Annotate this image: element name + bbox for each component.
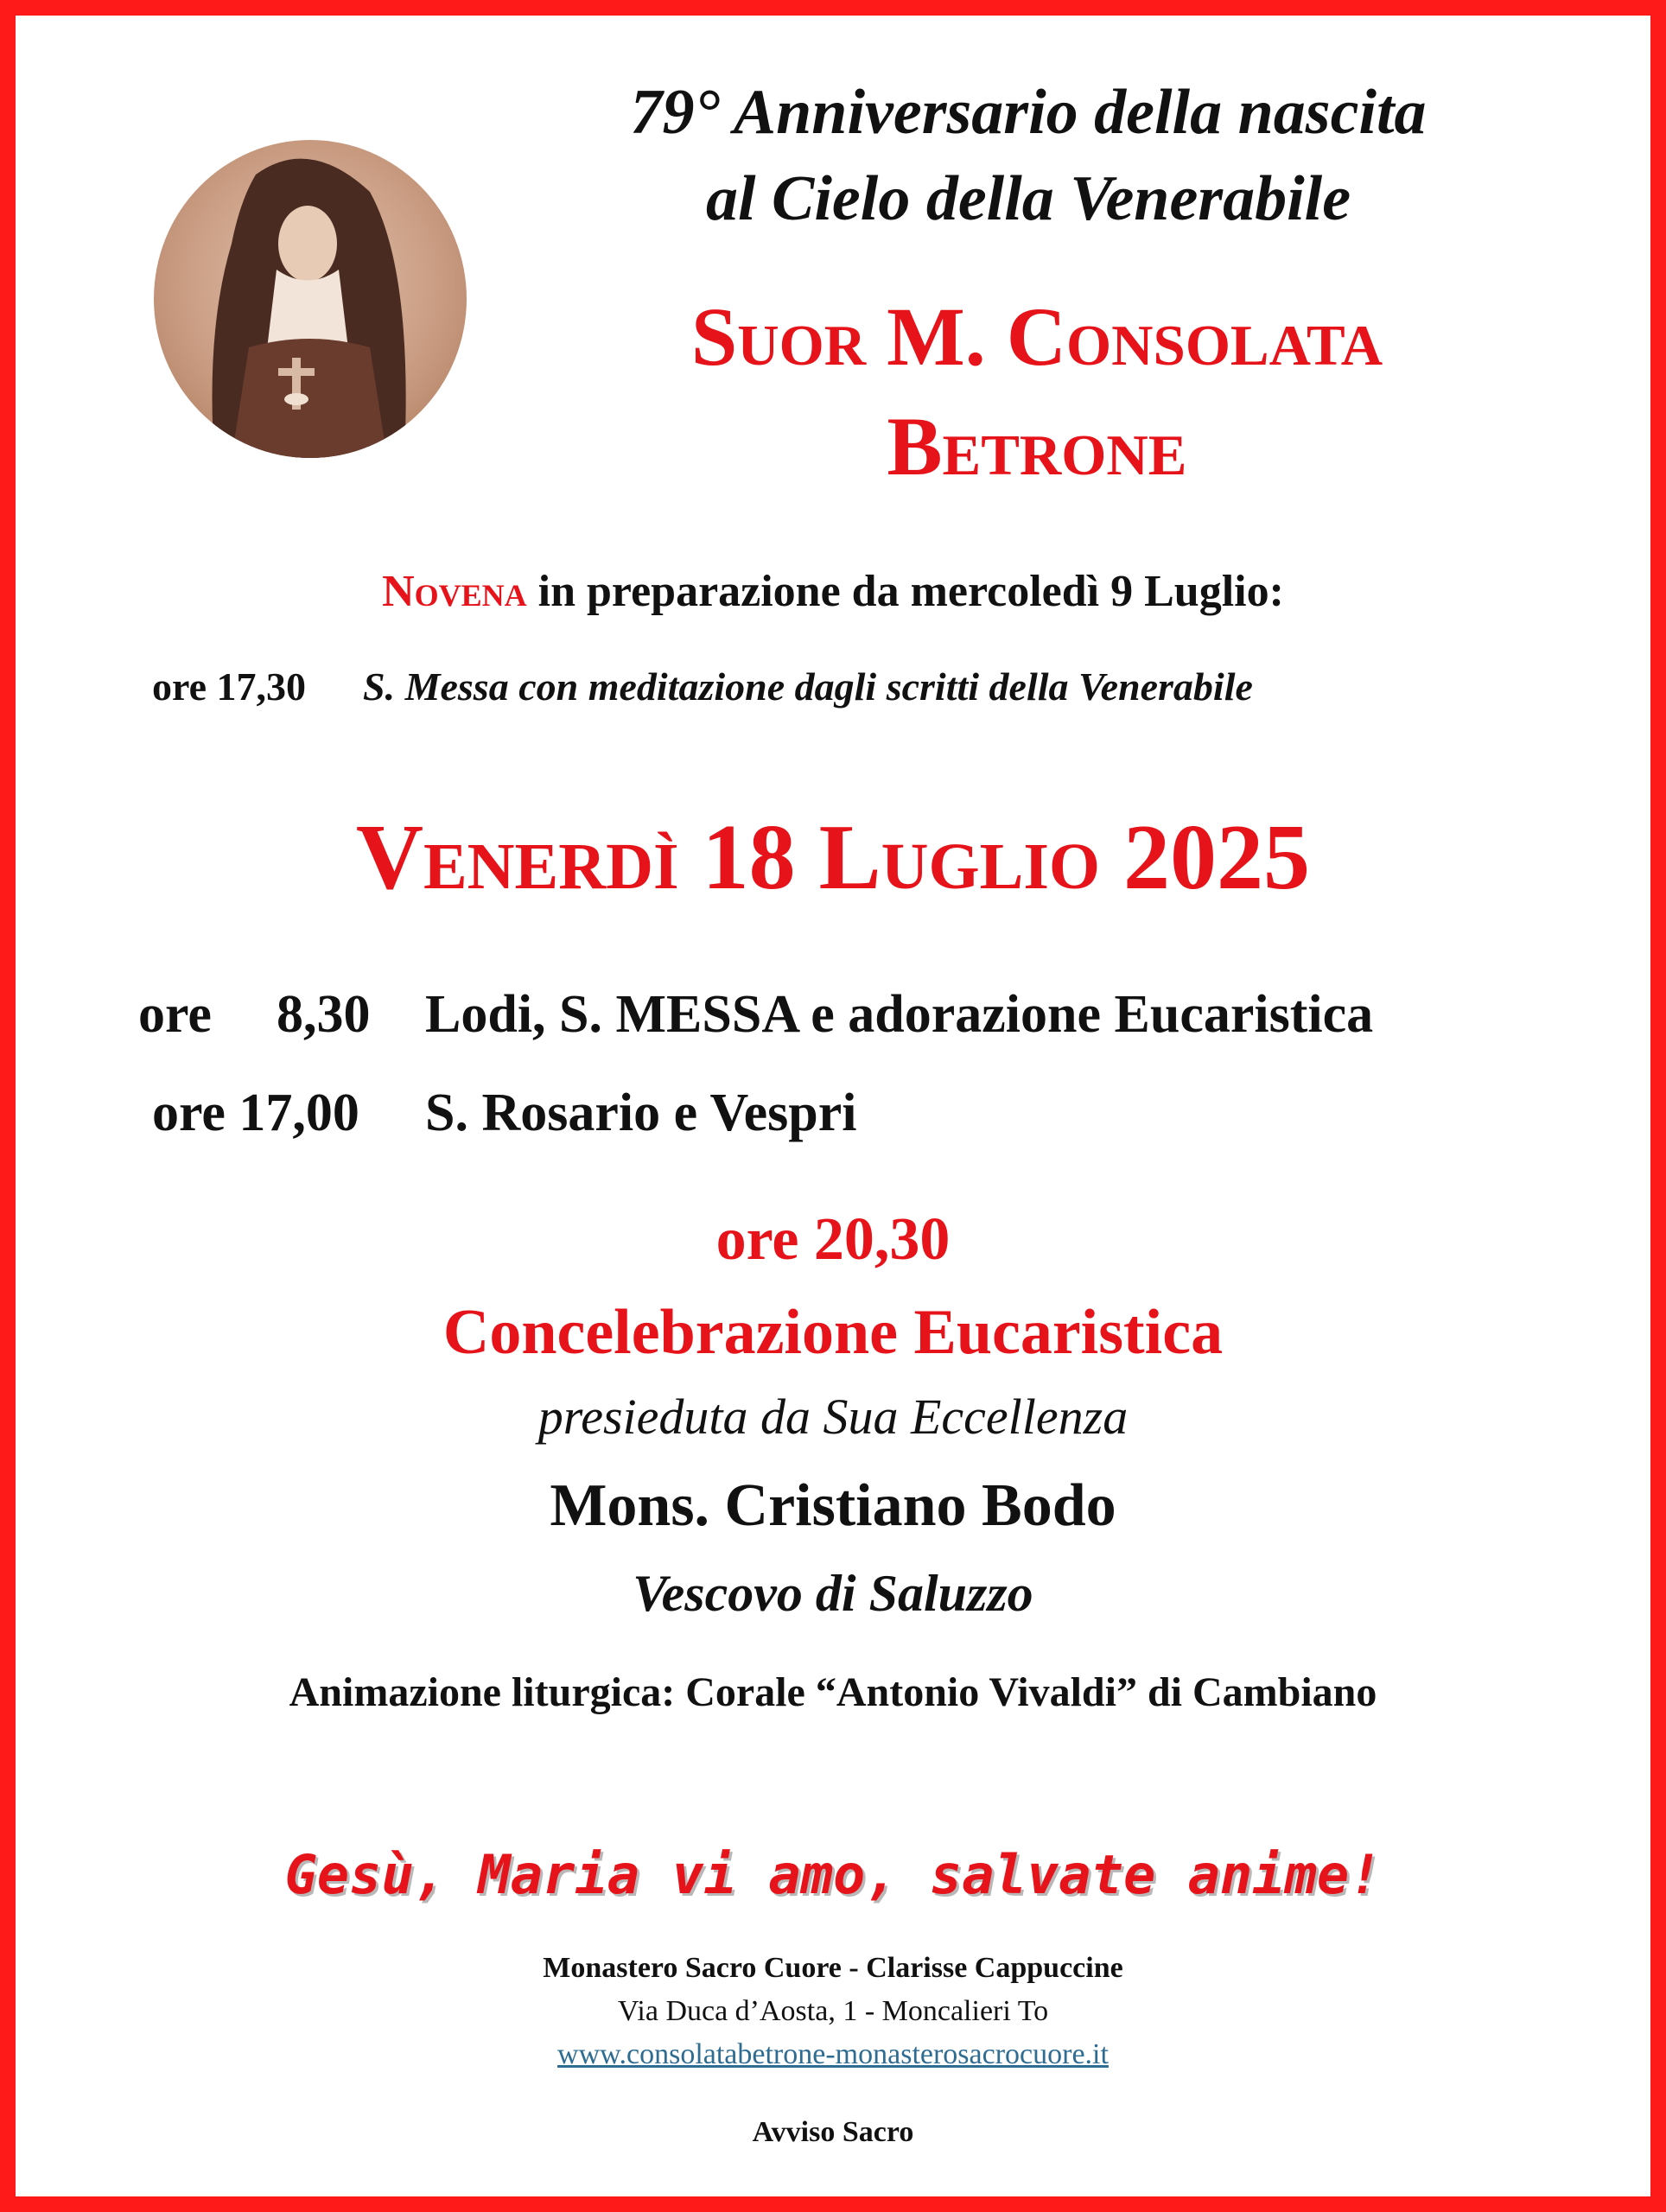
schedule-row-2-label: ore 17,00 (152, 1084, 359, 1142)
liturgical-animation: Animazione liturgica: Corale “Antonio Vivaldi” di Cambiano (289, 1669, 1377, 1715)
evening-time: ore 20,30 (715, 1206, 951, 1273)
monastery-name: Monastero Sacro Cuore - Clarisse Cappuccine (543, 1952, 1123, 1984)
nun-portrait-photo (154, 140, 467, 458)
evening-title: Concelebrazione Eucaristica (442, 1297, 1224, 1368)
schedule-row-1-description: Lodi, S. MESSA e adorazione Eucaristica (425, 985, 1374, 1044)
anniversary-heading-line1: 79° Anniversario della nascita (630, 77, 1427, 148)
schedule-row-1-hour: 8,30 (277, 985, 371, 1044)
novena-schedule-time: ore 17,30 (152, 664, 307, 709)
sacred-notice: Avviso Sacro (752, 2116, 914, 2148)
motto: Gesù, Maria vi amo, salvate anime! (284, 1843, 1382, 1906)
schedule-row-2-description: S. Rosario e Vespri (425, 1084, 857, 1142)
novena-text: in preparazione da mercoledì 9 Luglio: (526, 567, 1284, 616)
schedule-row-1-label: ore (138, 985, 212, 1044)
monastery-address: Via Duca d’Aosta, 1 - Moncalieri To (617, 1995, 1049, 2027)
anniversary-heading-line2: al Cielo della Venerabile (705, 163, 1351, 234)
novena-word: Novena (382, 567, 527, 616)
novena-announcement (0, 562, 1666, 622)
novena-schedule-description: S. Messa con meditazione dagli scritti della Venerabile (363, 664, 1253, 709)
website-line (0, 2034, 1666, 2075)
celebrant-role: Vescovo di Saluzzo (633, 1565, 1033, 1622)
event-date: Venerdì 18 Luglio 2025 (355, 806, 1311, 909)
venerable-name-line1: Suor M. Consolata (690, 290, 1383, 383)
venerable-name-line2: Betrone (887, 400, 1187, 493)
celebrant-name: Mons. Cristiano Bodo (550, 1472, 1116, 1539)
website-link[interactable]: www.consolatabetrone-monasterosacrocuore.it (557, 2038, 1109, 2070)
presided-by-text: presieduta da Sua Eccellenza (537, 1389, 1129, 1445)
